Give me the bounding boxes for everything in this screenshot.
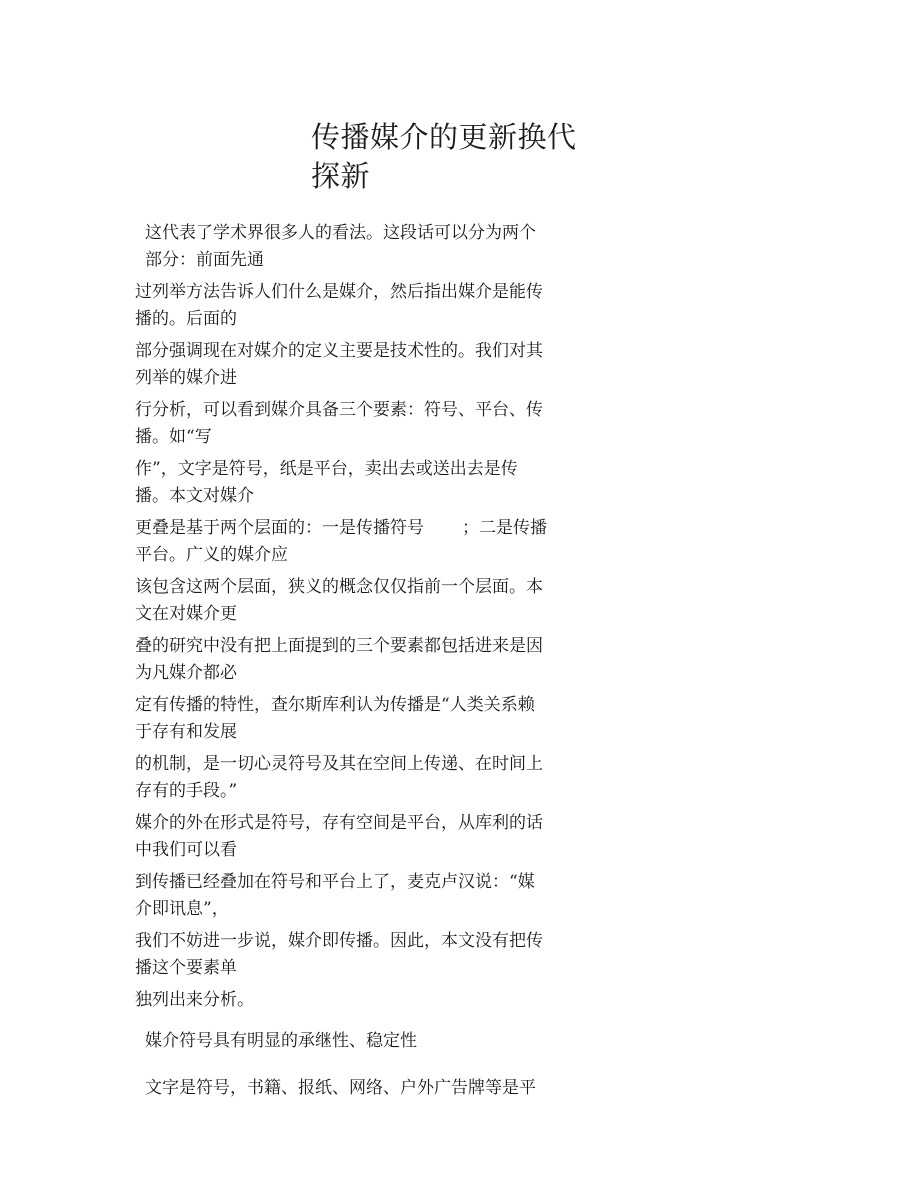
text-line: 该包含这两个层面，狭义的概念仅仅指前一个层面。本	[135, 577, 543, 597]
paragraph	[135, 279, 585, 333]
text-line: 播这个要素单	[135, 958, 237, 978]
text-line: 部分：前面先通	[145, 250, 264, 270]
text-line: ；二是传播	[462, 518, 547, 538]
text-line: 这代表了学术界很多人的看法。这段话可以分为两个	[145, 223, 536, 243]
paragraph	[135, 220, 585, 274]
text-line: 播的。后面的	[135, 309, 237, 329]
text-line: 列举的媒介进	[135, 368, 237, 388]
text-line: 到传播已经叠加在符号和平台上了，麦克卢汉说：“媒	[135, 872, 535, 892]
text-line: 平台。广义的媒介应	[135, 545, 288, 565]
text-line: 过列举方法告诉人们什么是媒介，然后指出媒介是能传	[135, 282, 543, 302]
text-line: 独列出来分析。	[135, 990, 254, 1010]
paragraph	[135, 574, 585, 628]
paragraph	[135, 869, 585, 923]
text-line: 文在对媒介更	[135, 604, 237, 624]
text-line: 我们不妨进一步说，媒介即传播。因此，本文没有把传	[135, 931, 543, 951]
text-line: 于存有和发展	[135, 722, 237, 742]
document-body	[135, 220, 585, 1107]
paragraph	[135, 692, 585, 746]
document-title	[311, 118, 591, 196]
paragraph	[135, 338, 585, 392]
text-line: 更叠是基于两个层面的：一是传播符号	[135, 518, 424, 538]
paragraph: 文字是符号，书籍、报纸、网络、户外广告牌等是平	[145, 1078, 536, 1098]
section-heading: 媒介符号具有明显的承继性、稳定性	[145, 1031, 417, 1051]
text-line: 介即讯息”，	[135, 899, 229, 919]
paragraph	[135, 397, 585, 451]
text-line: 作”，文字是符号，纸是平台，卖出去或送出去是传	[135, 459, 518, 479]
paragraph	[135, 515, 585, 569]
paragraph	[135, 928, 585, 982]
text-line: 的机制，是一切心灵符号及其在空间上传递、在时间上	[135, 754, 543, 774]
paragraph	[135, 751, 585, 805]
text-line: 行分析，可以看到媒介具备三个要素：符号、平台、传	[135, 400, 543, 420]
paragraph	[135, 987, 585, 1014]
paragraph	[135, 456, 585, 510]
title-line-1: 传播媒介的更新换代	[311, 120, 577, 154]
paragraph	[135, 810, 585, 864]
text-line: 部分强调现在对媒介的定义主要是技术性的。我们对其	[135, 341, 543, 361]
text-line: 中我们可以看	[135, 840, 237, 860]
text-line: 播。本文对媒介	[135, 486, 254, 506]
text-line: 叠的研究中没有把上面提到的三个要素都包括进来是因	[135, 636, 543, 656]
text-line: 存有的手段。”	[135, 781, 238, 801]
text-line: 媒介的外在形式是符号，存有空间是平台，从库利的话	[135, 813, 543, 833]
text-line: 为凡媒介都必	[135, 663, 237, 683]
text-line: 定有传播的特性，查尔斯库利认为传播是“人类关系赖	[135, 695, 535, 715]
paragraph	[135, 633, 585, 687]
text-line: 播。如“写	[135, 427, 212, 447]
title-line-2: 探新	[311, 159, 371, 193]
